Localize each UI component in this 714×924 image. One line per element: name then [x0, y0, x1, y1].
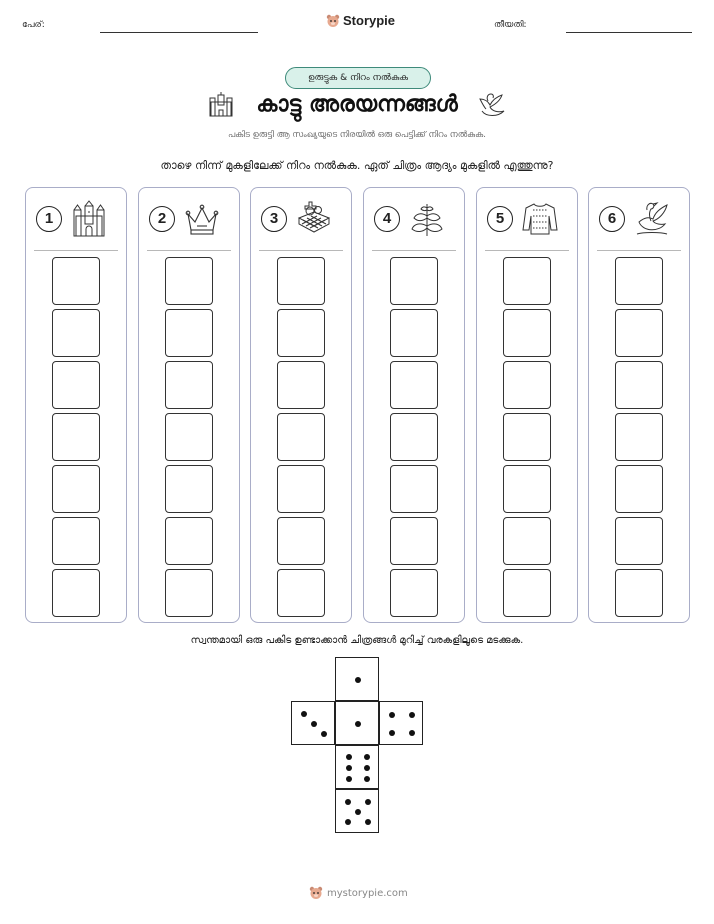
color-box[interactable] [277, 465, 325, 513]
brand-name: Storypie [343, 13, 396, 28]
dice-pip [409, 730, 415, 736]
dice-pip [345, 799, 351, 805]
color-box[interactable] [165, 361, 213, 409]
subtitle: പകിട ഉരുട്ടി ആ സംഖ്യയുടെ നിരയിൽ ഒരു പെട്ടിക്ക് നിറം നൽകുക. [228, 130, 486, 140]
color-box[interactable] [277, 309, 325, 357]
dice-face [291, 701, 335, 745]
sweater-icon [521, 200, 559, 238]
dice-face [379, 701, 423, 745]
color-box[interactable] [615, 569, 663, 617]
color-box[interactable] [52, 465, 100, 513]
dice-pip [355, 677, 361, 683]
bear-icon [326, 14, 340, 28]
color-box[interactable] [615, 257, 663, 305]
color-box[interactable] [165, 517, 213, 565]
color-box[interactable] [277, 413, 325, 461]
column-divider [259, 250, 343, 251]
column-divider [372, 250, 456, 251]
color-box[interactable] [615, 517, 663, 565]
activity-badge: ഉരുട്ടുക & നിറം നൽകുക [285, 67, 431, 89]
column-number: 3 [261, 206, 287, 232]
color-box[interactable] [615, 465, 663, 513]
column-divider [147, 250, 231, 251]
date-line[interactable] [566, 32, 692, 33]
color-box[interactable] [165, 413, 213, 461]
castle-icon [70, 200, 108, 238]
dice-pip [311, 721, 317, 727]
dice-pip [389, 712, 395, 718]
color-box[interactable] [390, 569, 438, 617]
column-6 [588, 187, 690, 623]
name-label: പേര്: [22, 20, 45, 30]
bear-icon [309, 886, 323, 900]
color-box[interactable] [503, 465, 551, 513]
dice-pip [346, 776, 352, 782]
color-box[interactable] [615, 413, 663, 461]
column-number: 2 [149, 206, 175, 232]
date-label: തീയതി: [494, 20, 527, 30]
column-number: 6 [599, 206, 625, 232]
dice-pip [364, 754, 370, 760]
color-box[interactable] [277, 361, 325, 409]
column-divider [34, 250, 118, 251]
color-box[interactable] [277, 517, 325, 565]
dice-face [335, 789, 379, 833]
color-box[interactable] [503, 517, 551, 565]
color-box[interactable] [615, 361, 663, 409]
nettle-basket-icon [295, 200, 333, 238]
crown-icon [183, 200, 221, 238]
color-box[interactable] [390, 309, 438, 357]
color-box[interactable] [165, 465, 213, 513]
nettle-plant-icon [408, 200, 446, 238]
color-box[interactable] [165, 309, 213, 357]
brand-logo [326, 13, 395, 28]
color-box[interactable] [503, 361, 551, 409]
color-box[interactable] [503, 257, 551, 305]
column-2 [138, 187, 240, 623]
column-divider [597, 250, 681, 251]
dice-instruction: സ്വന്തമായി ഒരു പകിട ഉണ്ടാക്കാൻ ചിത്രങ്ങൾ മുറിച്ച് വരകളിലൂടെ മടക്കുക. [190, 635, 524, 646]
color-box[interactable] [390, 413, 438, 461]
dice-pip [409, 712, 415, 718]
dice-pip [364, 765, 370, 771]
dice-pip [301, 711, 307, 717]
dice-pip [346, 765, 352, 771]
column-number: 1 [36, 206, 62, 232]
footer-url: mystorypie.com [327, 887, 408, 899]
color-box[interactable] [390, 361, 438, 409]
color-box[interactable] [52, 257, 100, 305]
color-box[interactable] [52, 569, 100, 617]
dice-pip [321, 731, 327, 737]
color-box[interactable] [503, 309, 551, 357]
dice-pip [364, 776, 370, 782]
dice-pip [355, 721, 361, 727]
instruction: താഴെ നിന്ന് മുകളിലേക്ക് നിറം നൽകുക. ഏത് ചിത്രം ആദ്യം മുകളിൽ എത്തുന്നു? [160, 159, 554, 172]
color-box[interactable] [277, 257, 325, 305]
column-number: 4 [374, 206, 400, 232]
color-box[interactable] [277, 569, 325, 617]
dice-face [335, 745, 379, 789]
color-box[interactable] [52, 517, 100, 565]
color-box[interactable] [52, 309, 100, 357]
dice-pip [355, 809, 361, 815]
color-box[interactable] [503, 413, 551, 461]
column-5 [476, 187, 578, 623]
color-box[interactable] [390, 465, 438, 513]
column-3 [250, 187, 352, 623]
color-box[interactable] [165, 569, 213, 617]
swan-icon [633, 200, 671, 238]
color-box[interactable] [52, 413, 100, 461]
dice-face [335, 701, 379, 745]
color-box[interactable] [615, 309, 663, 357]
dice-pip [365, 799, 371, 805]
swan-title-icon [476, 91, 510, 121]
color-box[interactable] [165, 257, 213, 305]
column-number: 5 [487, 206, 513, 232]
castle-title-icon [208, 92, 234, 118]
name-line[interactable] [100, 32, 258, 33]
column-divider [485, 250, 569, 251]
dice-pip [345, 819, 351, 825]
color-box[interactable] [390, 517, 438, 565]
page-title: കാട്ടു അരയന്നങ്ങൾ [256, 92, 458, 117]
footer [309, 886, 408, 900]
color-box[interactable] [390, 257, 438, 305]
column-1 [25, 187, 127, 623]
dice-pip [389, 730, 395, 736]
column-4 [363, 187, 465, 623]
color-box[interactable] [52, 361, 100, 409]
dice-pip [346, 754, 352, 760]
dice-face [335, 657, 379, 701]
color-box[interactable] [503, 569, 551, 617]
dice-pip [365, 819, 371, 825]
